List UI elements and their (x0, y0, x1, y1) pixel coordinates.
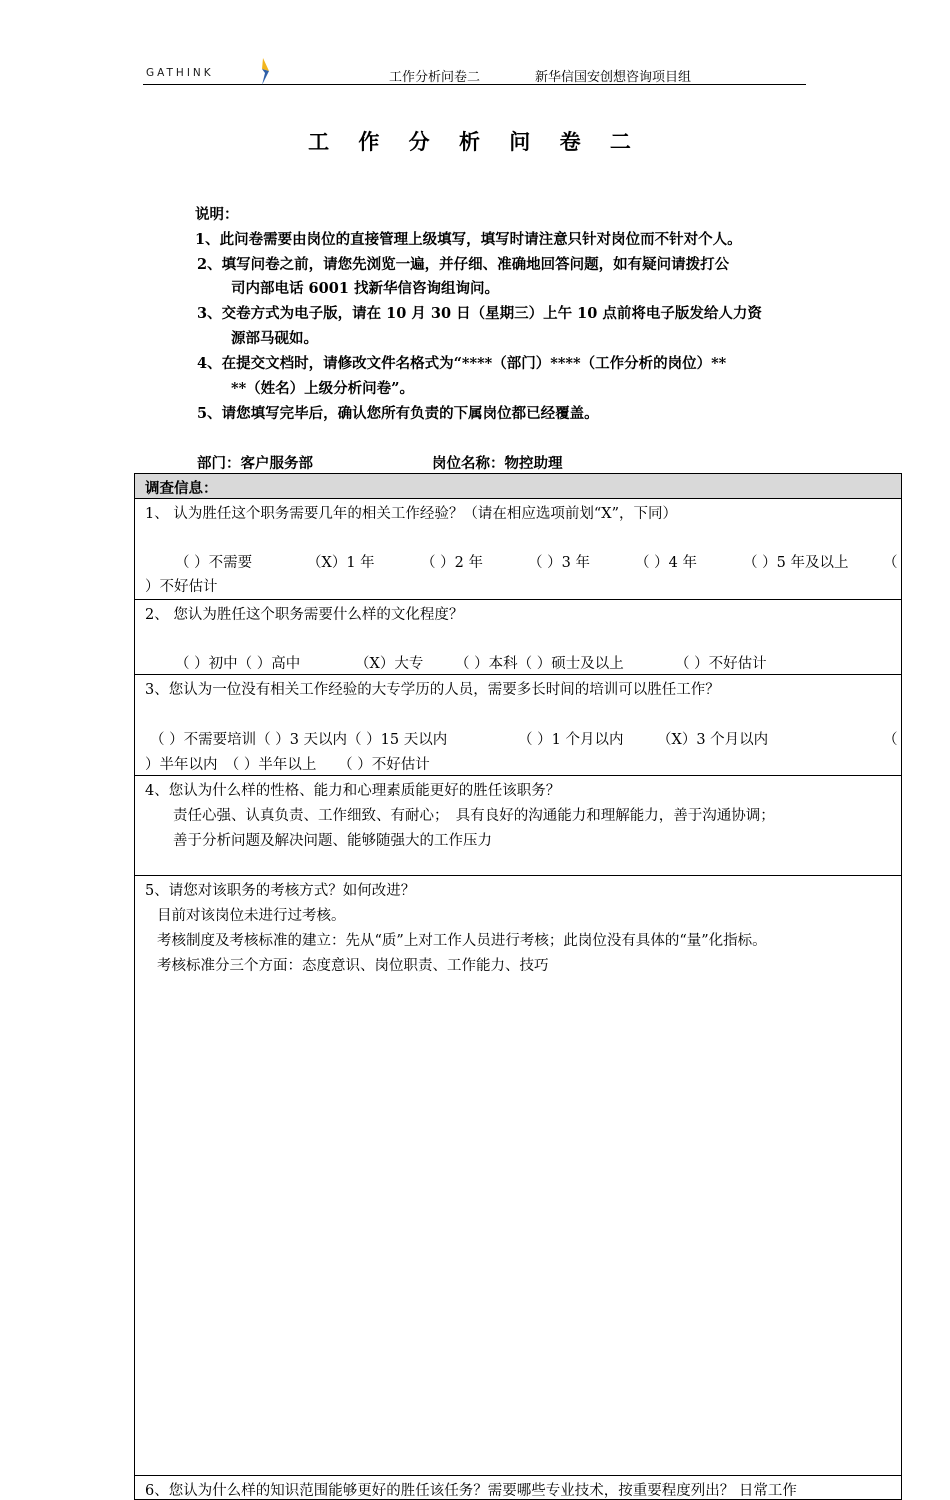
option-short-training[interactable]: （ ）不需要培训（ ）3 天以内（ ）15 天以内 (150, 732, 448, 748)
question-text: 3、您认为一位没有相关工作经验的大专学历的人员，需要多长时间的培训可以胜任工作？ (145, 682, 720, 698)
option-1-year[interactable]: （X）1 年 (307, 555, 375, 571)
section-title: 调查信息： (145, 480, 218, 497)
option-no-need[interactable]: （ ）不需要 (175, 555, 253, 571)
question-text: 1、 认为胜任这个职务需要几年的相关工作经验？（请在相应选项前划“X”，下同） (145, 506, 677, 522)
instruction-line: 4、在提交文档时，请修改文件名格式为“****（部门）****（工作分析的岗位）** (197, 355, 727, 372)
option-3-months[interactable]: （X）3 个月以内 (657, 732, 769, 748)
instruction-line: 5、请您填写完毕后，确认您所有负责的下属岗位都已经覆盖。 (197, 405, 599, 422)
header-doc-name: 工作分析问卷二 (389, 70, 481, 85)
page-title: 工 作 分 析 问 卷 二 (308, 129, 642, 154)
instruction-line: 司内部电话 6001 找新华信咨询组询问。 (231, 280, 499, 297)
answer-line: 考核标准分三个方面：态度意识、岗位职责、工作能力、技巧 (157, 958, 549, 974)
answer-line: 善于分析问题及解决问题、能够随强大的工作压力 (173, 833, 492, 849)
option-bachelor-master[interactable]: （ ）本科（ ）硕士及以上 (455, 656, 624, 672)
instruction-line: 3、交卷方式为电子版，请在 10 月 30 日（星期三）上午 10 点前将电子版发给人力资 (197, 305, 762, 322)
position-label: 岗位名称：物控助理 (432, 455, 563, 472)
instruction-line: 2、填写问卷之前，请您先浏览一遍，并仔细、准确地回答问题，如有疑问请拨打公 (197, 256, 730, 273)
answer-line: 目前对该岗位未进行过考核。 (157, 908, 346, 924)
answer-line: 考核制度及考核标准的建立：先从“质”上对工作人员进行考核；此岗位没有具体的“量”化指标。 (157, 933, 767, 949)
option-5-plus-years[interactable]: （ ）5 年及以上 (743, 555, 849, 571)
option-unsure[interactable]: ）不好估计 (145, 579, 218, 595)
answer-line: 责任心强、认真负责、工作细致、有耐心； 具有良好的沟通能力和理解能力，善于沟通协调； (173, 808, 775, 824)
option-unsure-open[interactable]: （ (883, 555, 898, 571)
question-text: 2、 您认为胜任这个职务需要什么样的文化程度？ (145, 607, 464, 623)
question-row-6 (135, 1476, 901, 1499)
instructions-heading: 说明： (195, 206, 239, 223)
question-row-2 (135, 600, 901, 675)
question-text: 6、您认为什么样的知识范围能够更好的胜任该任务？需要哪些专业技术，按重要程度列出？ 日常工作 (145, 1483, 797, 1499)
question-row-1 (135, 499, 901, 600)
page-header (143, 58, 806, 85)
option-1-month[interactable]: （ ）1 个月以内 (518, 732, 624, 748)
company-logo-text: GATHINK (146, 67, 214, 79)
option-junior-high-school[interactable]: （ ）初中（ ）高中 (175, 656, 301, 672)
option-4-years[interactable]: （ ）4 年 (635, 555, 697, 571)
section-header-row (135, 474, 901, 499)
option-unsure[interactable]: （ ）不好估计 (675, 656, 767, 672)
instruction-line: 1、此问卷需要由岗位的直接管理上级填写，填写时请注意只针对岗位而不针对个人。 (195, 231, 742, 248)
question-row-4 (135, 776, 901, 876)
option-half-year[interactable]: ）半年以内 （ ）半年以上 （ ）不好估计 (145, 757, 430, 773)
option-3-years[interactable]: （ ）3 年 (528, 555, 590, 571)
question-row-5 (135, 876, 901, 1476)
question-row-3 (135, 675, 901, 776)
question-text: 5、请您对该职务的考核方式？如何改进？ (145, 883, 416, 899)
option-college[interactable]: （X）大专 (355, 656, 424, 672)
instruction-line: **（姓名）上级分析问卷”。 (231, 380, 415, 397)
instruction-line: 源部马砚如。 (231, 330, 318, 347)
department-label: 部门：客户服务部 (197, 455, 313, 472)
company-logo-icon (256, 58, 270, 90)
header-project-group: 新华信国安创想咨询项目组 (535, 70, 692, 85)
option-half-year-open[interactable]: （ (883, 732, 898, 748)
question-text: 4、您认为什么样的性格、能力和心理素质能更好的胜任该职务？ (145, 783, 561, 799)
survey-table (134, 473, 902, 1500)
option-2-years[interactable]: （ ）2 年 (421, 555, 483, 571)
